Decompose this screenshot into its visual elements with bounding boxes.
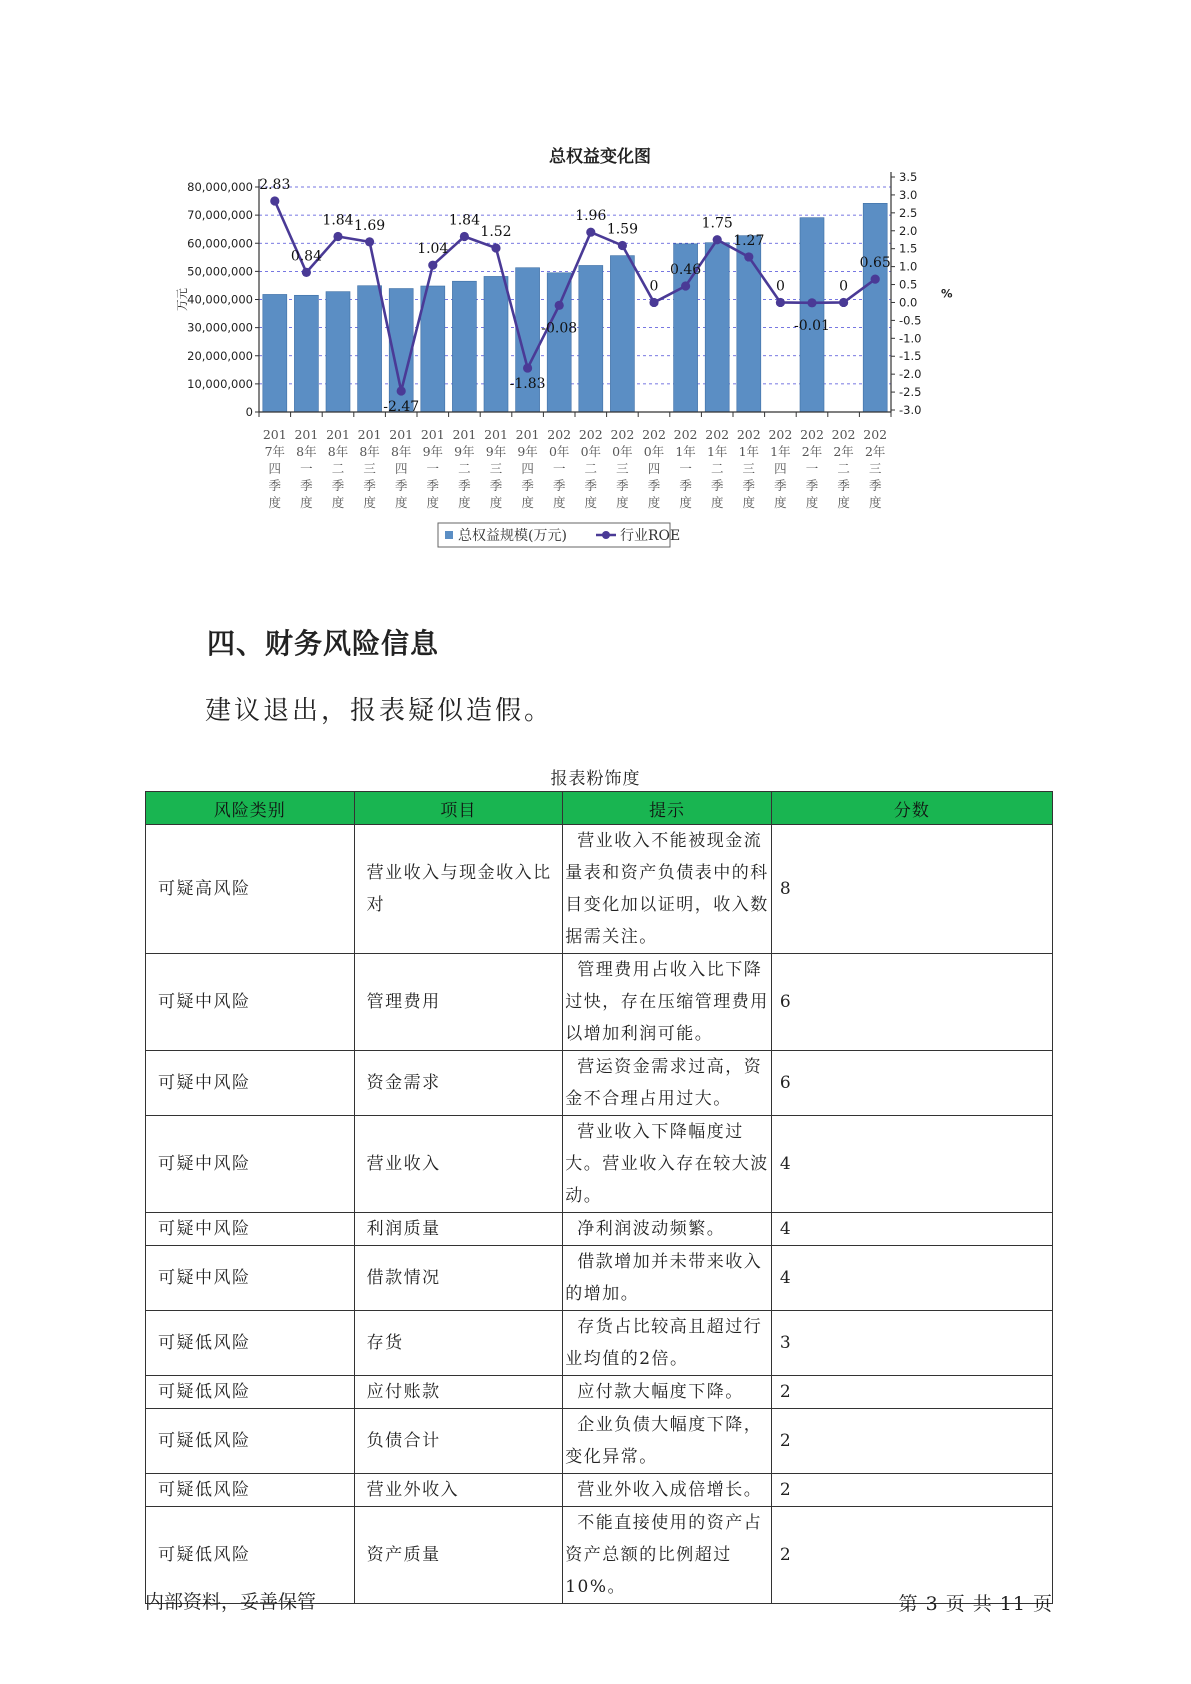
category-label: 二 bbox=[710, 461, 724, 476]
hint-cell: 借款增加并未带来收入的增加。 bbox=[563, 1246, 772, 1311]
hint-cell: 营业外收入成倍增长。 bbox=[563, 1474, 772, 1507]
table-header-row bbox=[146, 792, 1053, 825]
category-label: 三 bbox=[868, 461, 882, 476]
score-cell: 6 bbox=[771, 954, 1052, 1051]
category-label: 季 bbox=[394, 478, 408, 493]
equity-bar bbox=[263, 294, 287, 412]
category-label: 1年 bbox=[738, 444, 760, 459]
roe-point bbox=[871, 275, 880, 284]
score-cell: 6 bbox=[771, 1051, 1052, 1116]
category-label: 9年 bbox=[517, 444, 538, 459]
item-cell: 负债合计 bbox=[354, 1409, 563, 1474]
category-label: 度 bbox=[679, 495, 692, 510]
item-cell: 营业外收入 bbox=[354, 1474, 563, 1507]
category-label: 度 bbox=[710, 495, 724, 510]
hint-cell: 应付款大幅度下降。 bbox=[563, 1376, 772, 1409]
category-label: 8年 bbox=[359, 444, 380, 459]
category-label: 一 bbox=[679, 461, 692, 476]
left-tick-label: 50,000,000 bbox=[187, 264, 253, 279]
item-cell: 利润质量 bbox=[354, 1213, 563, 1246]
roe-point bbox=[586, 228, 595, 237]
category-label: 202 bbox=[831, 427, 856, 442]
score-cell: 2 bbox=[771, 1507, 1052, 1604]
roe-point bbox=[491, 243, 500, 252]
item-cell: 应付账款 bbox=[354, 1376, 563, 1409]
roe-data-label: 1.84 bbox=[448, 212, 480, 229]
category-label: 度 bbox=[805, 495, 819, 510]
item-cell: 营业收入与现金收入比对 bbox=[354, 825, 563, 954]
category-label: 季 bbox=[552, 478, 566, 493]
category-label: 季 bbox=[489, 478, 503, 493]
roe-data-label: 1.59 bbox=[606, 221, 638, 238]
table-row bbox=[146, 1376, 1053, 1409]
chart-title: 总权益变化图 bbox=[549, 147, 651, 167]
category-label: 度 bbox=[426, 495, 440, 510]
category-label: 2年 bbox=[801, 444, 823, 459]
category-label: 季 bbox=[774, 478, 787, 493]
roe-point bbox=[618, 241, 627, 250]
roe-data-label: 1.96 bbox=[575, 208, 607, 225]
equity-bar bbox=[326, 292, 350, 412]
category-label: 四 bbox=[394, 461, 408, 476]
category-label: 度 bbox=[774, 495, 787, 510]
equity-bar bbox=[547, 273, 571, 412]
equity-bar bbox=[863, 203, 887, 412]
equity-bar bbox=[484, 276, 508, 412]
equity-bar bbox=[452, 281, 476, 412]
category-label: 202 bbox=[736, 427, 761, 442]
item-cell: 借款情况 bbox=[354, 1246, 563, 1311]
equity-chart bbox=[175, 140, 1030, 595]
category-label: 202 bbox=[547, 427, 572, 442]
roe-data-label: 0.46 bbox=[670, 261, 702, 278]
category-label: 度 bbox=[363, 495, 376, 510]
category-label: 8年 bbox=[327, 444, 349, 459]
item-cell: 存货 bbox=[354, 1311, 563, 1376]
equity-bar bbox=[800, 218, 824, 412]
category-label: 202 bbox=[768, 427, 793, 442]
item-cell: 资金需求 bbox=[354, 1051, 563, 1116]
risk-category-cell: 可疑低风险 bbox=[146, 1311, 355, 1376]
category-label: 201 bbox=[326, 427, 350, 442]
legend-line-label: 行业ROE bbox=[620, 528, 681, 544]
roe-point bbox=[807, 298, 816, 307]
right-tick-label: -0.5 bbox=[899, 313, 922, 328]
chart-legend bbox=[438, 523, 680, 547]
category-label: 202 bbox=[705, 427, 730, 442]
category-label: 一 bbox=[426, 461, 440, 476]
bar-series bbox=[263, 203, 887, 412]
category-label: 201 bbox=[389, 427, 414, 442]
risk-category-cell: 可疑中风险 bbox=[146, 954, 355, 1051]
left-tick-label: 10,000,000 bbox=[187, 376, 253, 391]
category-label: 2年 bbox=[864, 444, 886, 459]
category-label: 季 bbox=[837, 478, 850, 493]
category-label: 度 bbox=[521, 495, 534, 510]
category-label: 季 bbox=[679, 478, 692, 493]
category-label: 三 bbox=[363, 461, 376, 476]
roe-data-label: 0 bbox=[839, 278, 849, 295]
roe-data-label: -0.01 bbox=[794, 317, 830, 334]
right-tick-label: -1.0 bbox=[899, 331, 922, 346]
equity-bar bbox=[705, 243, 729, 412]
category-label: 季 bbox=[584, 478, 598, 493]
category-label: 202 bbox=[578, 427, 603, 442]
category-label: 季 bbox=[710, 478, 724, 493]
roe-point bbox=[681, 281, 690, 290]
category-label: 季 bbox=[805, 478, 819, 493]
category-label: 201 bbox=[420, 427, 445, 442]
category-label: 四 bbox=[268, 461, 282, 476]
category-label: 度 bbox=[458, 495, 471, 510]
table-row bbox=[146, 1213, 1053, 1246]
category-label: 度 bbox=[300, 495, 313, 510]
roe-data-label: 0.84 bbox=[290, 248, 322, 265]
category-label: 季 bbox=[647, 478, 661, 493]
risk-category-cell: 可疑高风险 bbox=[146, 825, 355, 954]
category-label: 202 bbox=[610, 427, 635, 442]
equity-bar bbox=[421, 286, 445, 412]
category-label: 度 bbox=[868, 495, 882, 510]
category-label: 度 bbox=[616, 495, 629, 510]
category-label: 季 bbox=[300, 478, 313, 493]
roe-data-label: 1.27 bbox=[733, 232, 765, 249]
category-label: 四 bbox=[521, 461, 534, 476]
category-label: 二 bbox=[458, 461, 471, 476]
right-tick-label: -2.5 bbox=[899, 385, 922, 400]
score-cell: 4 bbox=[771, 1116, 1052, 1213]
right-tick-label: -1.5 bbox=[899, 349, 922, 364]
roe-data-label: 2.83 bbox=[259, 177, 291, 194]
roe-point bbox=[428, 261, 437, 270]
table-row bbox=[146, 1474, 1053, 1507]
table-header-cell: 项目 bbox=[354, 792, 563, 825]
category-label: 一 bbox=[552, 461, 566, 476]
roe-point bbox=[713, 235, 722, 244]
category-label: 9年 bbox=[454, 444, 475, 459]
category-label: 三 bbox=[616, 461, 629, 476]
category-label: 0年 bbox=[643, 444, 665, 459]
footer-page-number: 第 3 页 共 11 页 bbox=[898, 1593, 1053, 1615]
score-cell: 2 bbox=[771, 1409, 1052, 1474]
category-label: 201 bbox=[357, 427, 382, 442]
category-label: 0年 bbox=[580, 444, 602, 459]
roe-data-label: -0.08 bbox=[541, 320, 578, 337]
risk-category-cell: 可疑中风险 bbox=[146, 1246, 355, 1311]
category-label: 度 bbox=[489, 495, 503, 510]
category-label: 度 bbox=[742, 495, 756, 510]
table-row bbox=[146, 1246, 1053, 1311]
score-cell: 4 bbox=[771, 1213, 1052, 1246]
category-label: 季 bbox=[521, 478, 534, 493]
roe-point bbox=[839, 298, 848, 307]
left-tick-label: 80,000,000 bbox=[187, 180, 253, 194]
roe-point bbox=[270, 196, 279, 205]
category-label: 四 bbox=[647, 461, 661, 476]
table-row bbox=[146, 1051, 1053, 1116]
category-label: 二 bbox=[331, 461, 345, 476]
category-label: 202 bbox=[642, 427, 666, 442]
table-row bbox=[146, 954, 1053, 1051]
roe-data-label: 1.04 bbox=[417, 241, 449, 258]
table-header-cell: 分数 bbox=[771, 792, 1052, 825]
risk-category-cell: 可疑低风险 bbox=[146, 1474, 355, 1507]
category-label: 202 bbox=[673, 427, 698, 442]
category-label: 2年 bbox=[833, 444, 854, 459]
hint-cell: 企业负债大幅度下降，变化异常。 bbox=[563, 1409, 772, 1474]
score-cell: 2 bbox=[771, 1474, 1052, 1507]
left-tick-label: 70,000,000 bbox=[187, 208, 253, 223]
category-label: 度 bbox=[331, 495, 345, 510]
category-label: 一 bbox=[805, 461, 819, 476]
item-cell: 营业收入 bbox=[354, 1116, 563, 1213]
right-tick-label: 1.0 bbox=[899, 259, 918, 274]
right-tick-label: -2.0 bbox=[899, 367, 922, 382]
hint-cell: 存货占比较高且超过行业均值的2倍。 bbox=[563, 1311, 772, 1376]
hint-cell: 营运资金需求过高，资金不合理占用过大。 bbox=[563, 1051, 772, 1116]
line-series bbox=[259, 177, 891, 415]
category-label: 度 bbox=[647, 495, 661, 510]
left-tick-label: 30,000,000 bbox=[187, 320, 253, 335]
category-label: 度 bbox=[268, 495, 282, 510]
category-label: 季 bbox=[458, 478, 471, 493]
category-label: 201 bbox=[294, 427, 319, 442]
category-label: 0年 bbox=[548, 444, 570, 459]
category-label: 三 bbox=[489, 461, 503, 476]
equity-bar bbox=[610, 256, 634, 412]
hint-cell: 管理费用占收入比下降过快，存在压缩管理费用以增加利润可能。 bbox=[563, 954, 772, 1051]
risk-category-cell: 可疑低风险 bbox=[146, 1376, 355, 1409]
roe-data-label: 0 bbox=[649, 278, 659, 295]
score-cell: 8 bbox=[771, 825, 1052, 954]
roe-data-label: 0.65 bbox=[859, 255, 891, 272]
right-tick-label: 0.5 bbox=[899, 277, 918, 292]
roe-point bbox=[523, 363, 532, 372]
table-row bbox=[146, 1116, 1053, 1213]
risk-category-cell: 可疑中风险 bbox=[146, 1213, 355, 1246]
roe-data-label: 1.69 bbox=[354, 217, 386, 234]
equity-bar bbox=[737, 236, 761, 412]
right-tick-label: 1.5 bbox=[899, 241, 918, 256]
category-label: 1年 bbox=[706, 444, 728, 459]
right-tick-label: 2.0 bbox=[899, 223, 918, 238]
category-label: 8年 bbox=[296, 444, 317, 459]
left-tick-label: 60,000,000 bbox=[187, 236, 253, 251]
category-label: 二 bbox=[584, 461, 598, 476]
item-cell: 资产质量 bbox=[354, 1507, 563, 1604]
risk-category-cell: 可疑中风险 bbox=[146, 1051, 355, 1116]
category-label: 三 bbox=[742, 461, 756, 476]
category-label: 201 bbox=[262, 427, 287, 442]
category-label: 1年 bbox=[770, 444, 791, 459]
item-cell: 管理费用 bbox=[354, 954, 563, 1051]
roe-point bbox=[460, 232, 469, 241]
category-label: 季 bbox=[868, 478, 882, 493]
roe-data-label: 1.52 bbox=[480, 223, 512, 240]
right-axis-label: % bbox=[941, 286, 953, 301]
category-label: 四 bbox=[774, 461, 787, 476]
risk-category-cell: 可疑低风险 bbox=[146, 1507, 355, 1604]
footer-confidential: 内部资料，妥善保管 bbox=[145, 1591, 317, 1613]
roe-point bbox=[744, 252, 753, 261]
category-label: 季 bbox=[268, 478, 282, 493]
roe-point bbox=[649, 298, 658, 307]
category-label: 度 bbox=[837, 495, 850, 510]
table-header-cell: 提示 bbox=[563, 792, 772, 825]
left-tick-label: 20,000,000 bbox=[187, 348, 253, 363]
category-label: 0年 bbox=[612, 444, 633, 459]
legend-line-marker bbox=[602, 531, 610, 539]
roe-data-label: -1.83 bbox=[509, 376, 546, 393]
equity-bar bbox=[294, 295, 318, 412]
score-cell: 3 bbox=[771, 1311, 1052, 1376]
category-labels bbox=[263, 427, 887, 510]
risk-category-cell: 可疑低风险 bbox=[146, 1409, 355, 1474]
right-tick-label: 3.0 bbox=[899, 187, 918, 202]
recommendation-text: 建议退出，报表疑似造假。 bbox=[205, 696, 554, 726]
roe-point bbox=[397, 386, 406, 395]
category-label: 度 bbox=[552, 495, 566, 510]
hint-cell: 营业收入不能被现金流量表和资产负债表中的科目变化加以证明，收入数据需关注。 bbox=[563, 825, 772, 954]
risk-category-cell: 可疑中风险 bbox=[146, 1116, 355, 1213]
roe-data-label: 1.75 bbox=[701, 215, 733, 232]
roe-data-label: -2.47 bbox=[383, 399, 420, 416]
category-label: 202 bbox=[863, 427, 888, 442]
category-label: 201 bbox=[515, 427, 540, 442]
category-label: 201 bbox=[484, 427, 508, 442]
category-label: 9年 bbox=[485, 444, 507, 459]
right-tick-label: 0.0 bbox=[899, 295, 918, 310]
table-header-cell: 风险类别 bbox=[146, 792, 355, 825]
hint-cell: 营业收入下降幅度过大。营业收入存在较大波动。 bbox=[563, 1116, 772, 1213]
category-label: 9年 bbox=[422, 444, 444, 459]
category-label: 1年 bbox=[675, 444, 696, 459]
roe-point bbox=[555, 301, 564, 310]
right-tick-label: 2.5 bbox=[899, 205, 918, 220]
roe-point bbox=[365, 237, 374, 246]
roe-data-label: 0 bbox=[775, 278, 785, 295]
left-tick-label: 0 bbox=[245, 405, 253, 419]
equity-bar bbox=[358, 286, 382, 412]
category-label: 一 bbox=[300, 461, 313, 476]
section-heading: 四、财务风险信息 bbox=[207, 627, 440, 660]
hint-cell: 净利润波动频繁。 bbox=[563, 1213, 772, 1246]
category-label: 季 bbox=[331, 478, 345, 493]
score-cell: 2 bbox=[771, 1376, 1052, 1409]
right-tick-label: -3.0 bbox=[899, 403, 922, 417]
category-label: 201 bbox=[452, 427, 477, 442]
legend-bar-label: 总权益规模(万元) bbox=[458, 528, 567, 544]
roe-data-label: 1.84 bbox=[322, 212, 354, 229]
table-row bbox=[146, 1311, 1053, 1376]
table-row bbox=[146, 1409, 1053, 1474]
category-label: 二 bbox=[837, 461, 850, 476]
left-tick-label: 40,000,000 bbox=[187, 292, 253, 307]
score-cell: 4 bbox=[771, 1246, 1052, 1311]
category-label: 8年 bbox=[390, 444, 412, 459]
right-tick-label: 3.5 bbox=[899, 170, 918, 184]
roe-point bbox=[302, 268, 311, 277]
roe-point bbox=[333, 232, 342, 241]
category-label: 度 bbox=[584, 495, 598, 510]
category-label: 季 bbox=[616, 478, 629, 493]
left-axis-label: 万元 bbox=[175, 288, 189, 311]
legend-bar-swatch bbox=[445, 531, 453, 539]
category-label: 季 bbox=[426, 478, 440, 493]
table-row bbox=[146, 825, 1053, 954]
category-label: 季 bbox=[742, 478, 756, 493]
category-label: 7年 bbox=[264, 444, 286, 459]
category-label: 季 bbox=[363, 478, 376, 493]
category-label: 202 bbox=[800, 427, 824, 442]
category-label: 度 bbox=[394, 495, 408, 510]
equity-bar bbox=[579, 265, 603, 412]
hint-cell: 不能直接使用的资产占资产总额的比例超过10%。 bbox=[563, 1507, 772, 1604]
risk-table bbox=[145, 791, 1053, 1604]
roe-point bbox=[776, 298, 785, 307]
table-caption: 报表粉饰度 bbox=[550, 769, 641, 789]
